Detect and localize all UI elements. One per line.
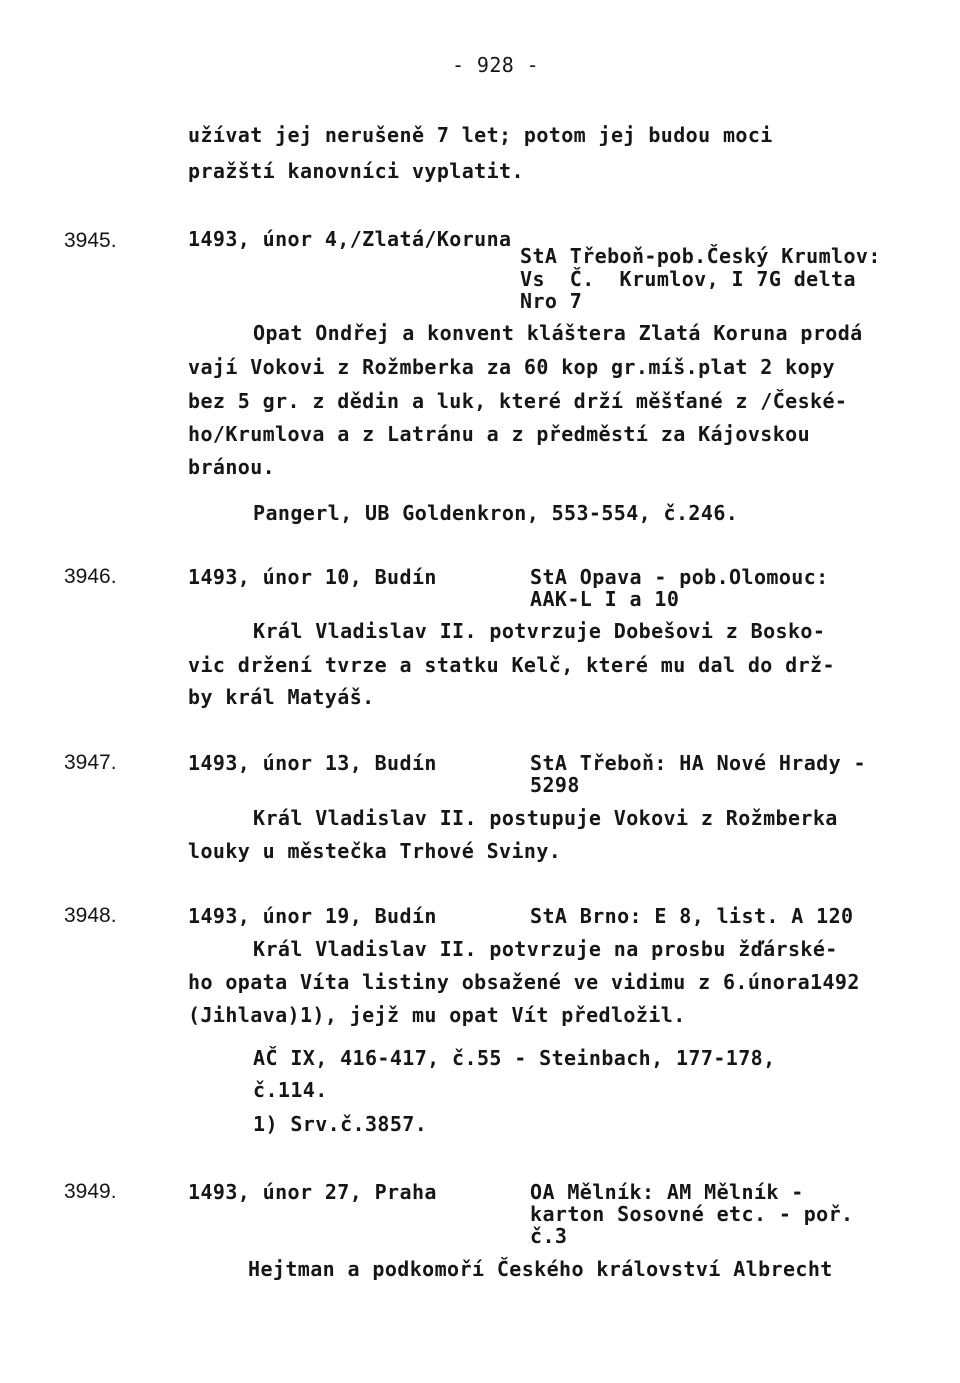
- entry-date: 1493, únor 13, Budín: [188, 751, 437, 775]
- entry-body-line: vic držení tvrze a statku Kelč, které mu dal do drž-: [188, 653, 835, 677]
- entry-source-line: StA Brno: E 8, list. A 120: [530, 904, 854, 928]
- entry-body-line: Král Vladislav II. potvrzuje Dobešovi z Bosko-: [253, 619, 826, 643]
- entry-number: 3947.: [64, 751, 117, 774]
- entry-source-line: č.3: [530, 1224, 568, 1248]
- entry-reference: č.114.: [253, 1078, 328, 1102]
- entry-source-line: StA Třeboň-pob.Český Krumlov:: [520, 244, 881, 268]
- entry-number: 3946.: [64, 565, 117, 588]
- page-number: - 928 -: [452, 53, 540, 77]
- entry-source-line: AAK-L I a 10: [530, 587, 680, 611]
- entry-footnote: 1) Srv.č.3857.: [253, 1112, 428, 1136]
- entry-number: 3949.: [64, 1180, 117, 1203]
- entry-source-line: karton Sosovné etc. - poř.: [530, 1202, 854, 1226]
- entry-date: 1493, únor 10, Budín: [188, 565, 437, 589]
- entry-source-line: Nro 7: [520, 289, 583, 313]
- entry-body-line: ho/Krumlova a z Latránu a z předměstí za Kájovskou: [188, 422, 811, 446]
- entry-date: 1493, únor 4,/Zlatá/Koruna: [188, 227, 512, 251]
- entry-body-line: Opat Ondřej a konvent kláštera Zlatá Koruna prodá: [253, 321, 863, 345]
- entry-date: 1493, únor 19, Budín: [188, 904, 437, 928]
- entry-source-line: StA Třeboň: HA Nové Hrady -: [530, 751, 866, 775]
- entry-source-line: Vs Č. Krumlov, I 7G delta: [520, 267, 856, 291]
- text-line: užívat jej nerušeně 7 let; potom jej budou moci: [188, 123, 773, 147]
- entry-body-line: Král Vladislav II. postupuje Vokovi z Rožmberka: [253, 806, 838, 830]
- entry-body-line: ho opata Víta listiny obsažené ve vidimu z 6.února1492: [188, 970, 860, 994]
- entry-number: 3948.: [64, 904, 117, 927]
- entry-body-line: by král Matyáš.: [188, 685, 375, 709]
- entry-date: 1493, únor 27, Praha: [188, 1180, 437, 1204]
- entry-reference: AČ IX, 416-417, č.55 - Steinbach, 177-178,: [253, 1046, 776, 1070]
- entry-source-line: 5298: [530, 773, 580, 797]
- entry-body-line: Král Vladislav II. potvrzuje na prosbu žďárské-: [253, 937, 838, 961]
- entry-body-line: vají Vokovi z Rožmberka za 60 kop gr.míš.plat 2 kopy: [188, 355, 835, 379]
- text-line: pražští kanovníci vyplatit.: [188, 159, 524, 183]
- entry-body-line: bránou.: [188, 455, 276, 479]
- entry-body-line: (Jihlava)1), jejž mu opat Vít předložil.: [188, 1003, 686, 1027]
- entry-number: 3945.: [64, 229, 117, 252]
- entry-reference: Pangerl, UB Goldenkron, 553-554, č.246.: [253, 501, 739, 525]
- entry-body-line: bez 5 gr. z dědin a luk, které drží měšťané z /České-: [188, 389, 848, 413]
- entry-source-line: OA Mělník: AM Mělník -: [530, 1180, 804, 1204]
- entry-source-line: StA Opava - pob.Olomouc:: [530, 565, 829, 589]
- entry-body-line: louky u městečka Trhové Sviny.: [188, 839, 562, 863]
- entry-body-line: Hejtman a podkomoří Českého království Albrecht: [248, 1257, 833, 1281]
